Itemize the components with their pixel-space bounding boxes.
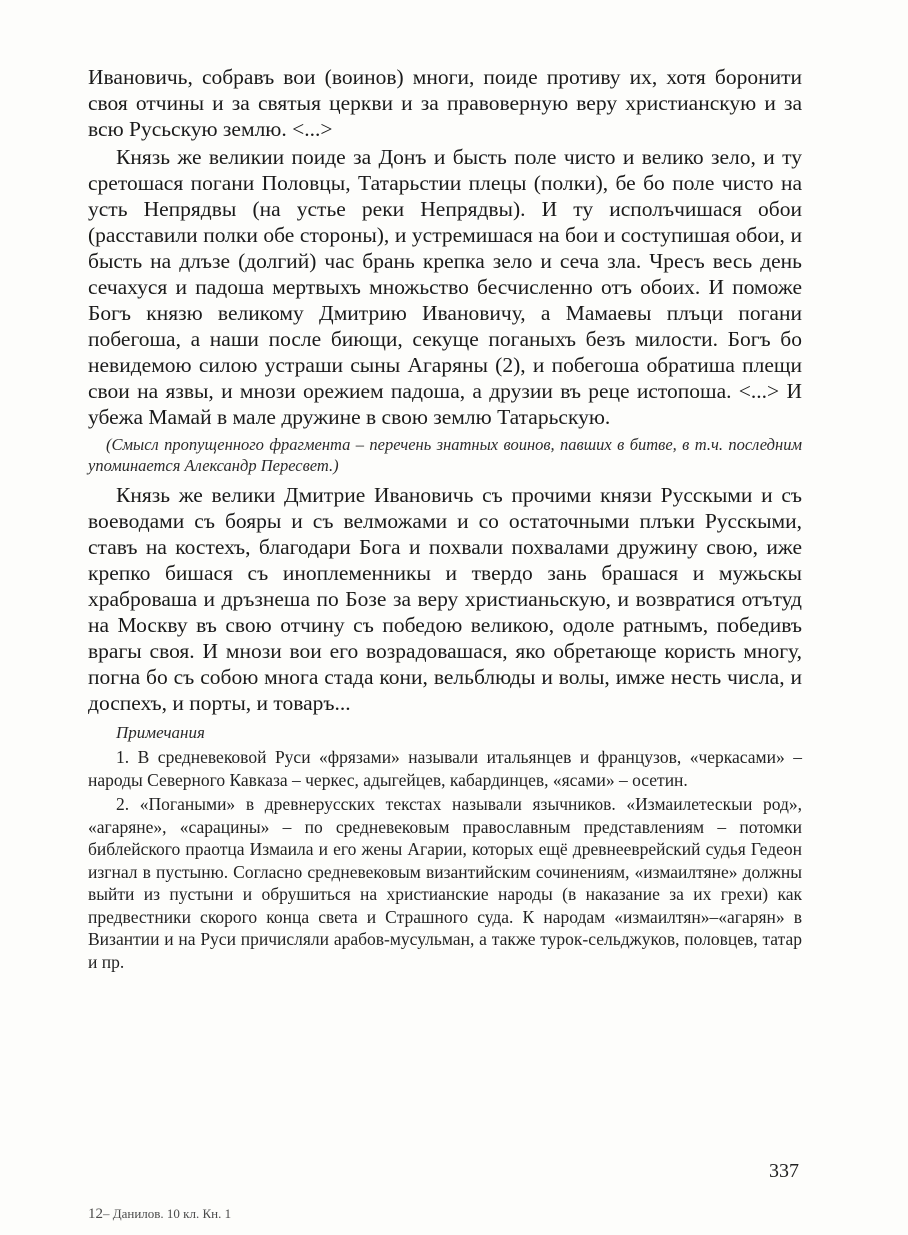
sheet-number: 12 xyxy=(88,1206,103,1222)
note-2: 2. «Погаными» в древнерусских текстах называли язычников. «Измаилетескыи род», «агаряне», «сарацины» – по средневековым православным представлениям – потомки библейского праотца Измаила и его жены Агарии, которых ещё древнееврейский судья Гедеон изгнал в пустыню. Согласно средневековым византийским сочинениям, «измаилтяне» должны выйти из пустыни и обрушиться на христианские народы (в наказание за их грехи) как предвестники скорого конца света и Страшного суда. К народам «измаилтян»–«агарян» в Византии и на Руси причисляли арабов-мусульман, а также турок-сельджуков, половцев, татар и пр. xyxy=(88,794,802,972)
sheet-text: – Данилов. 10 кл. Кн. 1 xyxy=(103,1206,232,1221)
printer-signature xyxy=(88,1206,231,1223)
notes-heading: Примечания xyxy=(116,723,205,742)
note-1: 1. В средневековой Руси «фрязами» называли итальянцев и французов, «черкасами» – народы Северного Кавказа – черкес, адыгейцев, кабардинцев, «ясами» – осетин. xyxy=(88,747,802,790)
paragraph-1: Ивановичь, собравъ вои (воинов) многи, поиде противу их, хотя боронити своя отчины и за святыя церкви и за правоверную веру христианскую и за всю Русьскую землю. <...> xyxy=(88,65,802,141)
paragraph-3: Князь же велики Дмитрие Ивановичь съ прочими князи Русскыми и съ воеводами съ бояры и съ велможами и со остаточными плъки Русскыми, ставъ на костехъ, благодари Бога и похвали похвалами дружину свою, иже крепко бишася съ иноплеменникы и твердо зань брашася и мужьскы храброваша и дръзнеша по Бозе за веру христианьскую, и возвратися отътуд на Москву въ свою отчину съ победою великою, одоле ратнымъ, победивъ врагы своя. И мнози вои его возрадовашася, яко обретающе користь многу, погна бо съ собою многа стада кони, вельблюды и волы, имже несть числа, и доспехъ, и порты, и товаръ... xyxy=(88,483,802,715)
page-number: 337 xyxy=(769,1160,799,1182)
paragraph-2: Князь же великии поиде за Донъ и бысть поле чисто и велико зело, и ту сретошася погани Половцы, Татарьстии плецы (полки), бе бо поле чисто на усть Непрядвы (на устье реки Непрядвы). И ту исполъчишася обои (расставили полки обе стороны), и устремишася на бои и соступишая обои, и бысть на длъзе (долгий) час брань крепка зело и сеча зла. Чресъ весь день сечахуся и падоша мертвыхъ множьство бесчисленно отъ обоих. И поможе Богъ князю великому Дмитрию Ивановичу, а Мамаевы плъци погани побегоша, а наши после биющи, секуще поганыхъ безъ милости. Богъ бо невидемою силою устраши сыны Агаряны (2), и побегоша обратиша плещи свои на язвы, и мнози орежием падоша, а друзии въ реце истопоша. <...> И убежа Мамай в мале дружине в свою землю Татарьскую. xyxy=(88,145,802,429)
text-column xyxy=(88,64,802,975)
omitted-fragment-note: (Смысл пропущенного фрагмента – перечень знатных воинов, павших в битве, в т.ч. последним упоминается Александр Пересвет.) xyxy=(88,435,802,475)
